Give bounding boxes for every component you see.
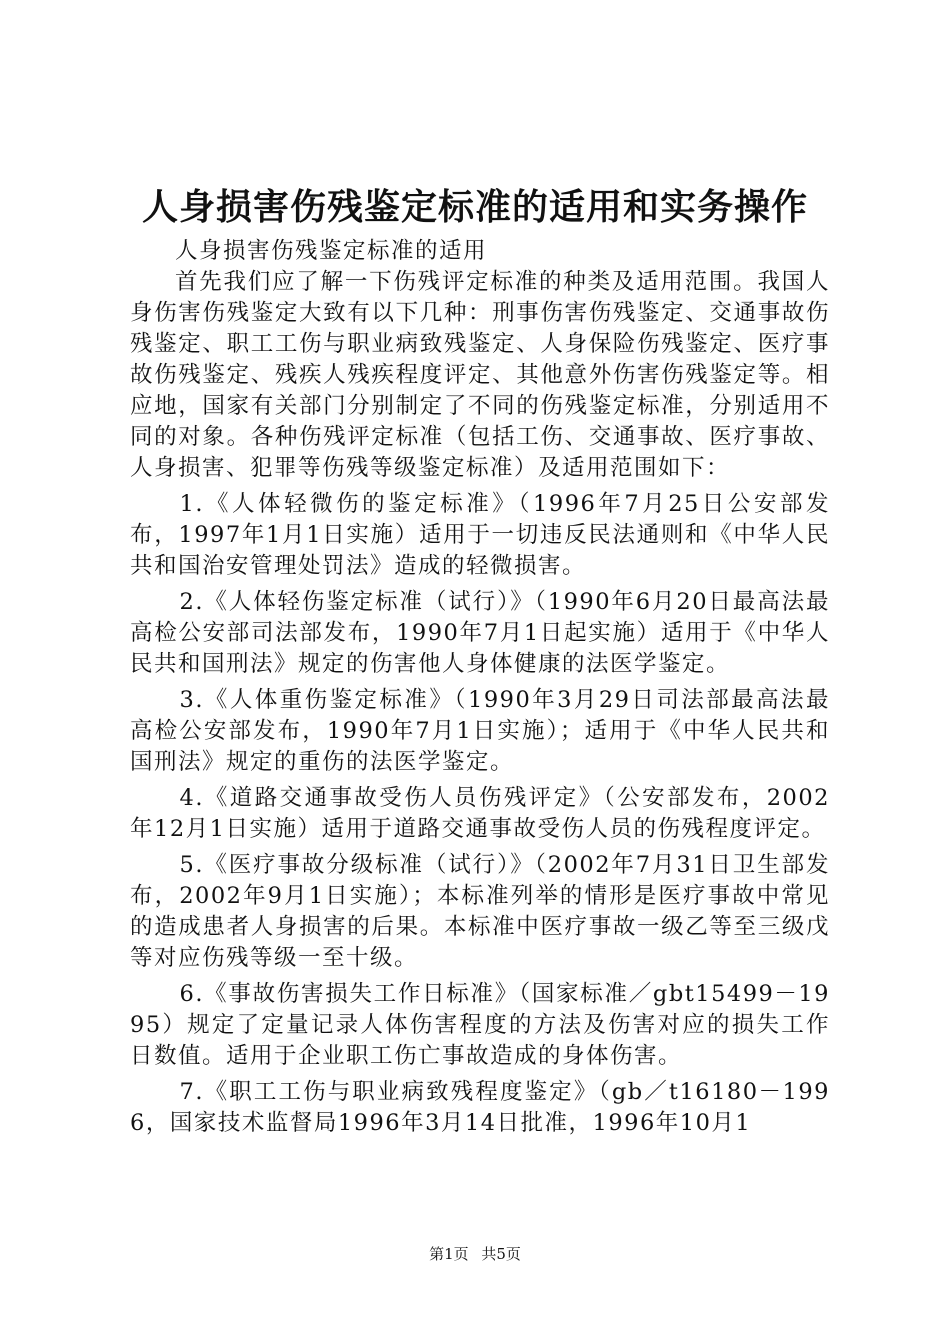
list-item: 2.《人体轻伤鉴定标准（试行）》（1990年6月20日最高法最高检公安部司法部发布，1990年7月1日起实施）适用于《中华人民共和国刑法》规定的伤害他人身体健康的法医学鉴定。 [130, 589, 830, 677]
page-total: 共5页 [481, 1245, 521, 1263]
document-body [130, 236, 830, 1139]
page-footer [0, 1244, 950, 1264]
list-item: 6.《事故伤害损失工作日标准》（国家标准／gbt15499－1995）规定了定量记录人体伤害程度的方法及伤害对应的损失工作日数值。适用于企业职工伤亡事故造成的身体伤害。 [130, 981, 830, 1069]
list-item: 7.《职工工伤与职业病致残程度鉴定》（gb／t16180－1996，国家技术监督局1996年3月14日批准，1996年10月1 [130, 1079, 830, 1136]
document-title: 人身损害伤残鉴定标准的适用和实务操作 [141, 186, 808, 228]
section-heading: 人身损害伤残鉴定标准的适用 [175, 238, 488, 264]
list-item: 4.《道路交通事故受伤人员伤残评定》（公安部发布，2002年12月1日实施）适用于道路交通事故受伤人员的伤残程度评定。 [130, 785, 830, 842]
intro-paragraph: 首先我们应了解一下伤残评定标准的种类及适用范围。我国人身伤害伤残鉴定大致有以下几种：刑事伤害伤残鉴定、交通事故伤残鉴定、职工工伤与职业病致残鉴定、人身保险伤残鉴定、医疗事故伤残鉴定、残疾人残疾程度评定、其他意外伤害伤残鉴定等。相应地，国家有关部门分别制定了不同的伤残鉴定标准，分别适用不同的对象。各种伤残评定标准（包括工伤、交通事故、医疗事故、人身损害、犯罪等伤残等级鉴定标准）及适用范围如下： [130, 269, 830, 481]
page-number: 第1页 [429, 1245, 469, 1263]
list-item: 3.《人体重伤鉴定标准》（1990年3月29日司法部最高法最高检公安部发布，1990年7月1日实施）；适用于《中华人民共和国刑法》规定的重伤的法医学鉴定。 [130, 687, 830, 775]
list-item: 5.《医疗事故分级标准（试行）》（2002年7月31日卫生部发布，2002年9月1日实施）；本标准列举的情形是医疗事故中常见的造成患者人身损害的后果。本标准中医疗事故一级乙等至三级戊等对应伤残等级一至十级。 [130, 852, 830, 971]
list-item: 1.《人体轻微伤的鉴定标准》（1996年7月25日公安部发布，1997年1月1日实施）适用于一切违反民法通则和《中华人民共和国治安管理处罚法》造成的轻微损害。 [130, 491, 830, 579]
